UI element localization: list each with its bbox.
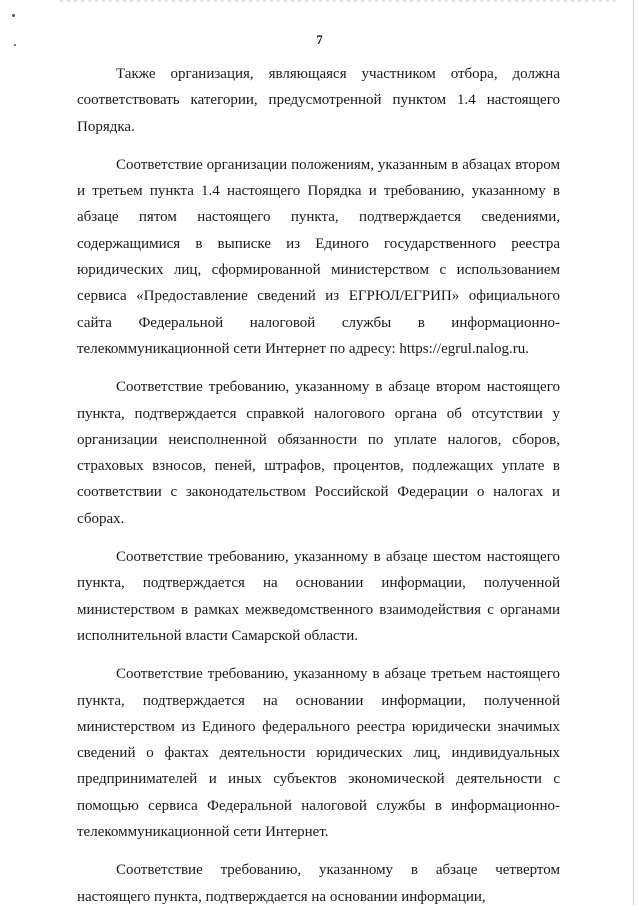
page-edge xyxy=(633,0,634,905)
paragraph: Соответствие требованию, указанному в абзаце шестом настоящего пункта, подтверждается на основании информации, полученной министерством в рамках межведомственного взаимодействия с органами исполнительной власти Самарской области. xyxy=(77,549,560,644)
paragraph: Соответствие требованию, указанному в абзаце третьем настоящего пункта, подтверждается на основании информации, полученной министерством из Единого федерального реестра юридически значимых сведений о фактах деятельности юридических лиц, индивидуальных предпринимателей и иных субъектов экономической деятельности с помощью сервиса Федеральной налоговой службы в информационно-телекоммуникационной сети Интернет. xyxy=(77,666,560,841)
paragraph: Соответствие требованию, указанному в абзаце четвертом настоящего пункта, подтверждается на основании информации, xyxy=(77,862,560,905)
paragraph: Соответствие организации положениям, указанным в абзацах втором и третьем пункта 1.4 настоящего Порядка и требованию, указанному в абзаце пятом настоящего пункта, подтверждается сведениями, содержащимися в выписке из Единого государственного реестра юридических лиц, сформированной министерством с использованием сервиса «Предоставление сведений из ЕГРЮЛ/ЕГРИП» официального сайта Федеральной налоговой службы в информационно-телекоммуникационной сети Интернет по адресу: https://egrul.nalog.ru. xyxy=(77,156,560,357)
document-body xyxy=(77,61,560,910)
scan-speck xyxy=(12,14,15,17)
paragraph: Также организация, являющаяся участником отбора, должна соответствовать категории, предусмотренной пунктом 1.4 настоящего Порядка. xyxy=(77,66,560,135)
page-number: 7 xyxy=(316,32,323,47)
scan-artifact-top xyxy=(60,0,620,2)
paragraph: Соответствие требованию, указанному в абзаце втором настоящего пункта, подтверждается справкой налогового органа об отсутствии у организации неисполненной обязанности по уплате налогов, сборов, страховых взносов, пеней, штрафов, процентов, подлежащих уплате в соответствии с законодательством Российской Федерации о налогах и сборах. xyxy=(77,379,560,527)
